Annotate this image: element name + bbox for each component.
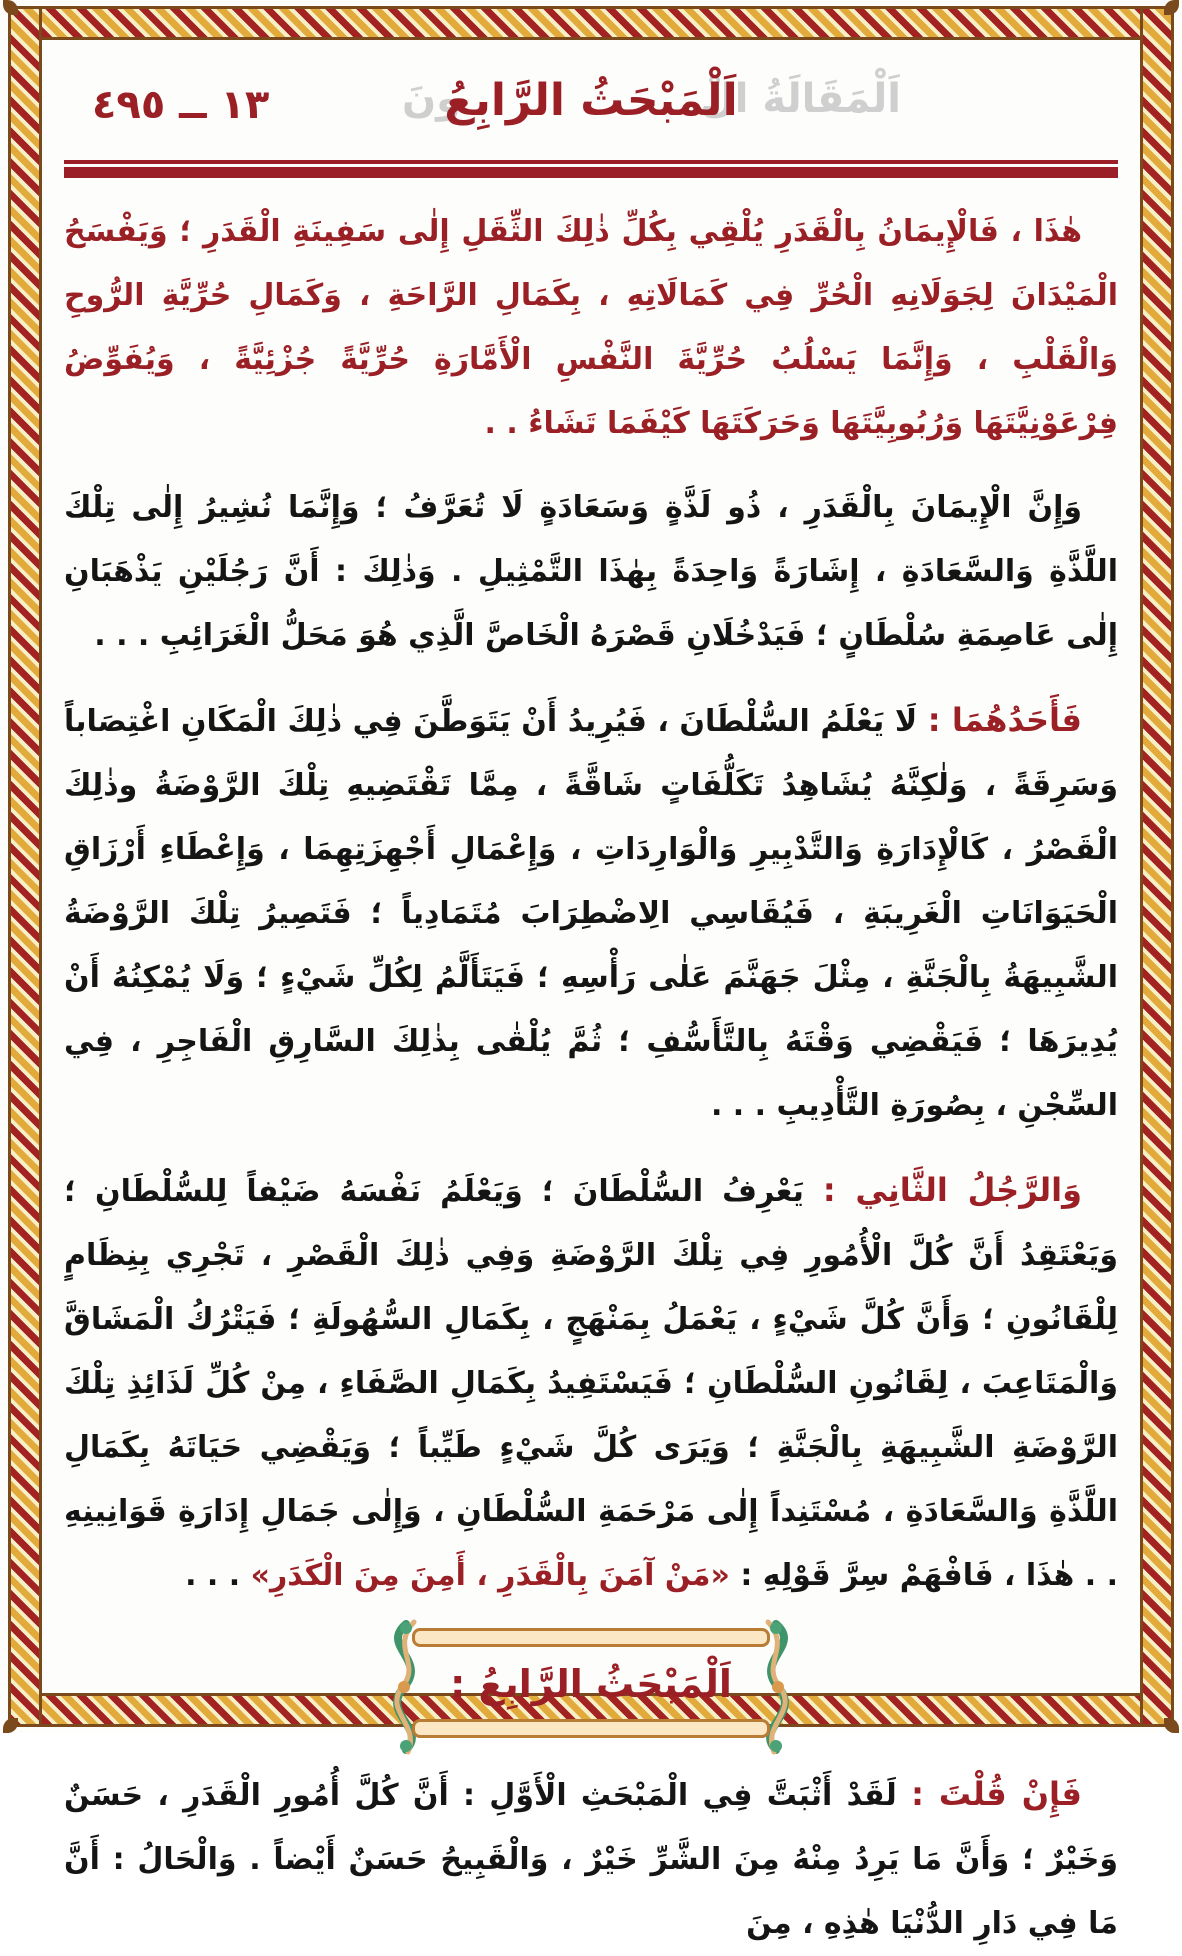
watermark-text-right: اَلْمَقَالَةُ الْ xyxy=(700,76,901,122)
section-banner xyxy=(376,1628,806,1746)
hadith-quote: «مَنْ آمَنَ بِالْقَدَرِ ، أَمِنَ مِنَ الْكَدَرِ» xyxy=(250,1558,730,1593)
paragraph-text: لَا يَعْلَمُ السُّلْطَانَ ، فَيُرِيدُ أَنْ يَتَوَطَّنَ فِي ذٰلِكَ الْمَكَانِ اغْتِصَاباً وَسَرِقَةً ، وَلٰكِنَّهُ يُشَاهِدُ تَكَلُّفَاتٍ شَاقَّةً ، مِمَّا تَقْتَضِيهِ تِلْكَ الرَّوْضَةُ وذٰلِكَ الْقَصْرُ ، كَالْإِدَارَةِ وَالتَّدْبِيرِ وَالْوَارِدَاتِ ، وَإِعْمَالِ أَجْهِزَتِهِمَا ، وَإِعْطَاءِ أَرْزَاقِ الْحَيَوَانَاتِ الْغَرِيبَةِ ، فَيُقَاسِي الِاضْطِرَابَ مُتَمَادِياً ؛ فَتَصِيرُ تِلْكَ الرَّوْضَةُ الشَّبِيهَةُ بِالْجَنَّةِ ، مِثْلَ جَهَنَّمَ عَلٰى رَأْسِهِ ؛ فَيَتَأَلَّمُ لِكُلِّ شَيْءٍ ؛ وَلَا يُمْكِنُهُ أَنْ يُدِيرَهَا ؛ فَيَقْضِي وَقْتَهُ بِالتَّأَسُّفِ ؛ ثُمَّ يُلْقٰى بِذٰلِكَ السَّارِقِ الْفَاجِرِ ، فِي السِّجْنِ ، بِصُورَةِ التَّأْدِيبِ . . . xyxy=(64,704,1118,1123)
header-rule xyxy=(64,160,1118,178)
border-left xyxy=(8,6,42,1727)
paragraph-lead: فَإِنْ قُلْتَ : xyxy=(911,1775,1082,1813)
paragraph-text: وَإِنَّ الْإِيمَانَ بِالْقَدَرِ ، ذُو لَذَّةٍ وَسَعَادَةٍ لَا تُعَرَّفُ ؛ وَإِنَّمَا نُشِيرُ إِلٰى تِلْكَ اللَّذَّةِ وَالسَّعَادَةِ ، إِشَارَةً وَاحِدَةً بِهٰذَا التَّمْثِيلِ . وَذٰلِكَ : أَنَّ رَجُلَيْنِ يَذْهَبَانِ إِلٰى عَاصِمَةِ سُلْطَانٍ ؛ فَيَدْخُلَانِ قَصْرَهُ الْخَاصَّ الَّذِي هُوَ مَحَلُّ الْغَرَائِبِ . . . xyxy=(64,490,1118,653)
page-header xyxy=(64,48,1118,154)
paragraph-4 xyxy=(64,1158,1118,1608)
paragraph-5 xyxy=(64,1762,1118,1956)
paragraph-text: . . . xyxy=(185,1558,251,1593)
paragraph-lead: وَالرَّجُلُ الثَّانِي : xyxy=(822,1171,1082,1209)
border-corner-finial xyxy=(3,1718,18,1733)
page-content xyxy=(64,48,1118,1941)
paragraph-text: يَعْرِفُ السُّلْطَانَ ؛ وَيَعْلَمُ نَفْسَهُ ضَيْفاً لِلسُّلْطَانِ ؛ وَيَعْتَقِدُ أَنَّ كُلَّ الْأُمُورِ فِي تِلْكَ الرَّوْضَةِ وَفِي ذٰلِكَ الْقَصْرِ ، تَجْرِي بِنِظَامٍ لِلْقَانُونِ ؛ وَأَنَّ كُلَّ شَيْءٍ ، يَعْمَلُ بِمَنْهَجٍ ، بِكَمَالِ السُّهُولَةِ ؛ فَيَتْرُكُ الْمَشَاقَّ وَالْمَتَاعِبَ ، لِقَانُونِ السُّلْطَانِ ؛ فَيَسْتَفِيدُ بِكَمَالِ الصَّفَاءِ ، مِنْ كُلِّ لَذَائِذِ تِلْكَ الرَّوْضَةِ الشَّبِيهَةِ بِالْجَنَّةِ ؛ وَيَرَى كُلَّ شَيْءٍ طَيِّباً ؛ وَيَقْضِي حَيَاتَهُ بِكَمَالِ اللَّذَّةِ وَالسَّعَادَةِ ، مُسْتَنِداً إِلٰى مَرْحَمَةِ السُّلْطَانِ ، وَإِلٰى جَمَالِ إِدَارَةِ قَوَانِينِهِ . . هٰذَا ، فَافْهَمْ سِرَّ قَوْلِهِ : xyxy=(64,1174,1118,1593)
paragraph-text: هٰذَا ، فَالْإِيمَانُ بِالْقَدَرِ يُلْقِي بِكُلِّ ذٰلِكَ الثِّقَلِ إِلٰى سَفِينَةِ الْقَدَرِ ؛ وَيَفْسَحُ الْمَيْدَانَ لِجَوَلَانِهِ الْحُرِّ فِي كَمَالَاتِهِ ، بِكَمَالِ الرَّاحَةِ ، وَكَمَالِ حُرِّيَّةِ الرُّوحِ وَالْقَلْبِ ، وَإِنَّمَا يَسْلُبُ حُرِّيَّةَ النَّفْسِ الْأَمَّارَةِ حُرِّيَّةً جُزْئِيَّةً ، وَيُفَوِّضُ فِرْعَوْنِيَّتَهَا وَرُبُوبِيَّتَهَا وَحَرَكَتَهَا كَيْفَمَا تَشَاءُ . . xyxy=(64,214,1118,441)
page-number: ١٣ ــ ٤٩٥ xyxy=(92,82,270,128)
border-corner-finial xyxy=(1164,0,1179,15)
paragraph-1 xyxy=(64,200,1118,456)
page-title: اَلْمَبْحَثُ الرَّابِعُ xyxy=(444,75,738,126)
section-title: اَلْمَبْحَثُ الرَّابِعُ : xyxy=(450,1661,732,1706)
body-text xyxy=(64,200,1118,1956)
border-corner-finial xyxy=(1164,1718,1179,1733)
border-right xyxy=(1140,6,1174,1727)
banner-bar-top xyxy=(412,1628,770,1647)
watermark-text-left: ونَ xyxy=(402,76,462,122)
border-top xyxy=(8,6,1174,40)
paragraph-2 xyxy=(64,476,1118,668)
paragraph-text: لَقَدْ أَثْبَتَّ فِي الْمَبْحَثِ الْأَوَّلِ : أَنَّ كُلَّ أُمُورِ الْقَدَرِ ، حَسَنٌ وَخَيْرٌ ؛ وَأَنَّ مَا يَرِدُ مِنْهُ مِنَ الشَّرِّ خَيْرٌ ، وَالْقَبِيحُ حَسَنٌ أَيْضاً . وَالْحَالُ : أَنَّ مَا فِي دَارِ الدُّنْيَا هٰذِهِ ، مِنَ xyxy=(64,1778,1118,1941)
title-block xyxy=(64,66,1118,146)
border-corner-finial xyxy=(3,0,18,15)
paragraph-lead: فَأَحَدُهُمَا : xyxy=(927,701,1082,739)
paragraph-3 xyxy=(64,688,1118,1138)
banner-bar-bottom xyxy=(412,1719,770,1738)
